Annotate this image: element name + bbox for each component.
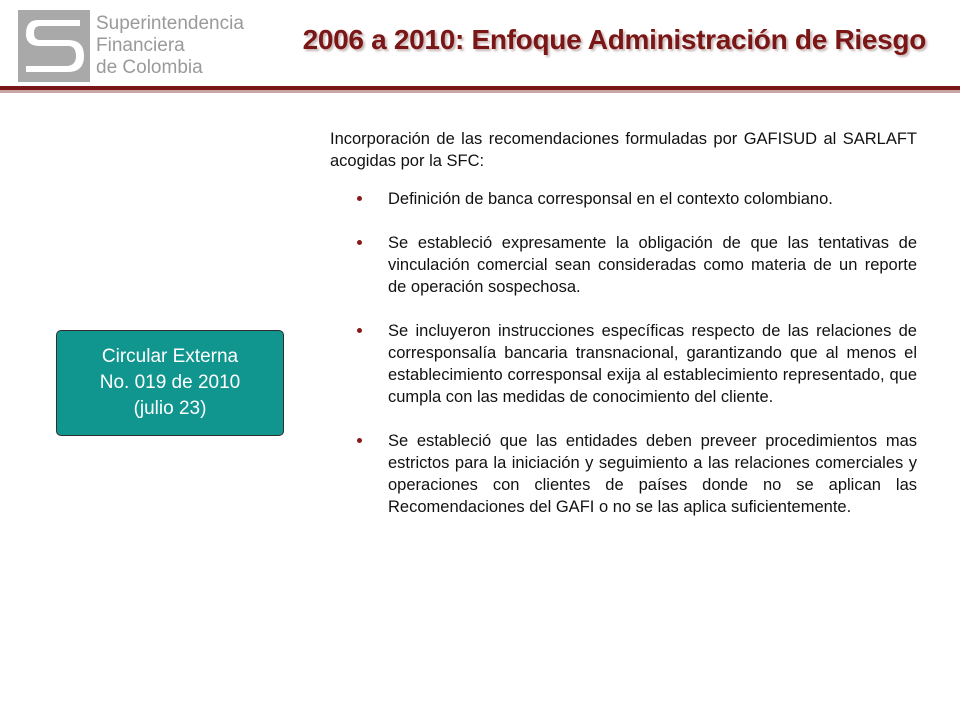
intro-text: Incorporación de las recomendaciones formuladas por GAFISUD al SARLAFT acogidas por la SFC: <box>330 130 917 170</box>
circular-line: (julio 23) <box>133 398 207 419</box>
slide-title: 2006 a 2010: Enfoque Administración de Riesgo <box>302 24 926 55</box>
header-rule-shadow <box>0 90 960 93</box>
logo-text <box>96 13 244 79</box>
bullet-text: Se estableció expresamente la obligación de que las tentativas de vinculación comercial sean consideradas como materia de un reporte de operación sospechosa. <box>388 234 917 296</box>
bullet-text: Se incluyeron instrucciones específicas respecto de las relaciones de corresponsalía bancaria transnacional, garantizando que al menos el establecimiento corresponsal exija al establecimiento representado, que cumpla con las medidas de conocimiento del cliente. <box>388 322 917 406</box>
logo-line: de Colombia <box>96 57 203 78</box>
circular-box <box>56 330 284 436</box>
bullet-item <box>330 232 917 298</box>
circular-line: No. 019 de 2010 <box>99 372 241 393</box>
logo-s-icon <box>18 10 90 82</box>
circular-line: Circular Externa <box>101 346 239 367</box>
bullet-icon <box>357 438 362 443</box>
bullet-list <box>330 188 917 518</box>
content-body <box>330 128 917 540</box>
bullet-item <box>330 188 917 210</box>
bullet-icon <box>357 196 362 201</box>
bullet-icon <box>357 240 362 245</box>
bullet-text: Definición de banca corresponsal en el contexto colombiano. <box>388 190 833 208</box>
bullet-item <box>330 430 917 518</box>
bullet-icon <box>357 328 362 333</box>
logo <box>18 10 258 82</box>
logo-line: Financiera <box>96 35 185 56</box>
logo-line: Superintendencia <box>96 13 244 34</box>
bullet-text: Se estableció que las entidades deben preveer procedimientos mas estrictos para la iniciación y seguimiento a las relaciones comerciales y operaciones con clientes de países donde no se aplican las Recomendaciones del GAFI o no se las aplica suficientemente. <box>388 432 917 516</box>
bullet-item <box>330 320 917 408</box>
